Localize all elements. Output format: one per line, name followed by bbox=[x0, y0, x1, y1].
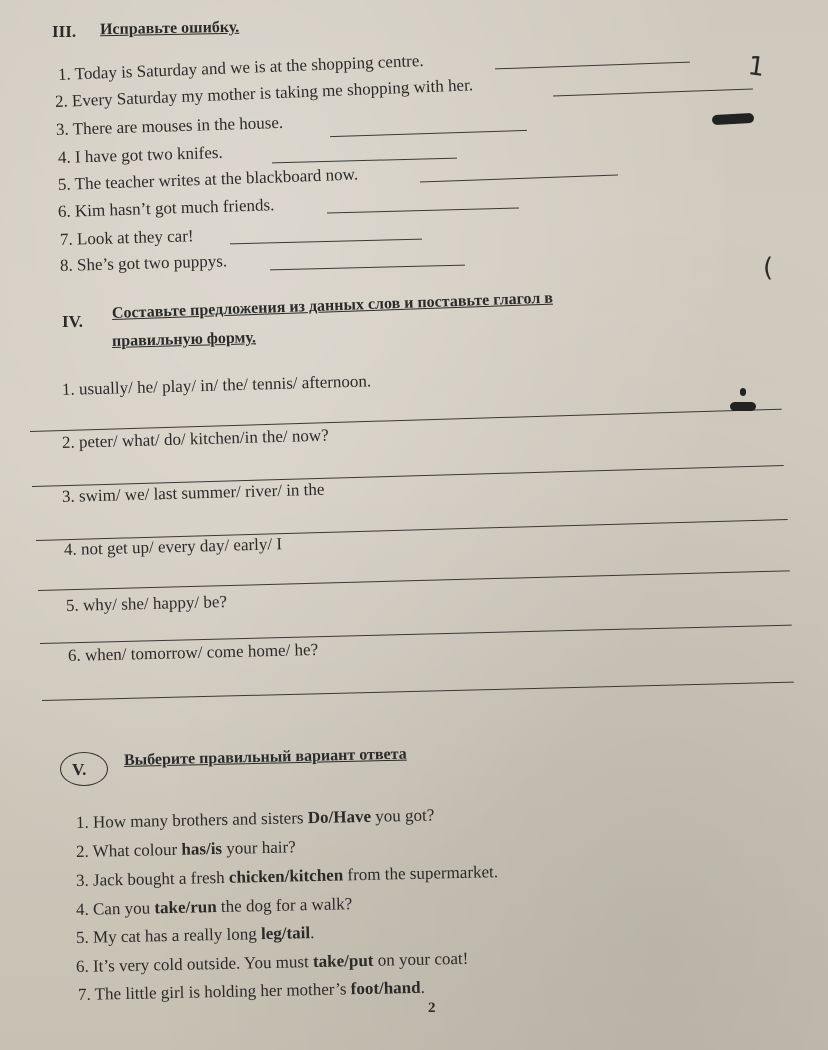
s5-item-5 bbox=[76, 923, 315, 948]
s3-answer-line-2[interactable] bbox=[553, 89, 753, 97]
s4-answer-line-4[interactable] bbox=[38, 570, 790, 591]
section-4-numeral: IV. bbox=[62, 312, 83, 331]
s5-item-text-before: What colour bbox=[92, 839, 182, 861]
page-number: 2 bbox=[428, 1000, 436, 1016]
s3-answer-line-7[interactable] bbox=[230, 239, 422, 245]
s5-item-1 bbox=[76, 805, 435, 833]
s5-item-text-after: on your coat! bbox=[373, 948, 469, 970]
section-4-title-line-1: Составьте предложения из данных слов и поставьте глагол в bbox=[111, 289, 554, 322]
s5-item-text-after: . bbox=[309, 923, 315, 943]
handwritten-mark: ( bbox=[763, 253, 774, 283]
s4-item-3: 3. swim/ we/ last summer/ river/ in the bbox=[61, 479, 325, 506]
s4-item-6: 6. when/ tomorrow/ come home/ he? bbox=[67, 639, 319, 665]
s5-item-number: 6. bbox=[75, 956, 94, 976]
s3-answer-line-8[interactable] bbox=[270, 265, 465, 271]
section-5-numeral: V. bbox=[72, 760, 87, 779]
s3-answer-line-1[interactable] bbox=[495, 62, 690, 70]
s5-item-number: 7. bbox=[77, 984, 95, 1004]
s5-item-number: 2. bbox=[75, 841, 93, 861]
s3-answer-line-3[interactable] bbox=[330, 130, 527, 137]
s5-item-6 bbox=[76, 949, 469, 977]
s3-item-7: 7. Look at they car! bbox=[59, 226, 194, 249]
ink-blot bbox=[730, 402, 756, 411]
s5-item-number: 5. bbox=[75, 927, 94, 947]
s3-item-5: 5. The teacher writes at the blackboard now. bbox=[57, 164, 359, 194]
s3-item-4: 4. I have got two knifes. bbox=[57, 142, 223, 167]
section-4-title-line-2: правильную форму. bbox=[111, 329, 257, 350]
s5-item-text-before: Jack bought a fresh bbox=[92, 867, 230, 890]
s4-item-2: 2. peter/ what/ do/ kitchen/in the/ now? bbox=[61, 425, 329, 452]
s5-item-text-before: The little girl is holding her mother’s bbox=[94, 979, 351, 1004]
s5-item-number: 3. bbox=[75, 870, 94, 890]
s5-choice-option[interactable]: chicken/kitchen bbox=[228, 865, 344, 887]
s5-item-number: 4. bbox=[75, 899, 94, 919]
s5-choice-option[interactable]: Do/Have bbox=[307, 806, 372, 828]
s5-choice-option[interactable]: foot/hand bbox=[350, 977, 421, 999]
s5-choice-option[interactable]: take/run bbox=[154, 897, 217, 918]
s5-item-text-before: It’s very cold outside. You must bbox=[92, 952, 314, 976]
s5-item-number: 1. bbox=[75, 812, 94, 832]
s5-item-text-before: My cat has a really long bbox=[92, 924, 262, 947]
s5-item-text-after: from the supermarket. bbox=[342, 862, 499, 885]
s3-answer-line-5[interactable] bbox=[420, 175, 618, 183]
handwritten-mark: 1 bbox=[745, 50, 767, 84]
s5-choice-option[interactable]: has/is bbox=[181, 838, 223, 859]
s3-answer-line-6[interactable] bbox=[327, 207, 519, 213]
s4-item-1: 1. usually/ he/ play/ in/ the/ tennis/ afternoon. bbox=[61, 371, 372, 399]
section-5-title: Выберите правильный вариант ответа bbox=[123, 745, 407, 769]
s4-item-5: 5. why/ she/ happy/ be? bbox=[65, 592, 228, 615]
s4-answer-line-5[interactable] bbox=[40, 625, 792, 644]
s4-item-4: 4. not get up/ every day/ early/ I bbox=[63, 534, 283, 559]
s4-answer-line-6[interactable] bbox=[42, 682, 794, 701]
s5-choice-option[interactable]: take/put bbox=[312, 950, 374, 972]
s5-item-2 bbox=[76, 837, 296, 862]
s5-item-7 bbox=[78, 978, 425, 1005]
s5-item-text-after: you got? bbox=[370, 805, 435, 826]
s4-answer-line-1[interactable] bbox=[30, 409, 782, 432]
s3-item-2: 2. Every Saturday my mother is taking me shopping with her. bbox=[54, 75, 474, 111]
s5-item-4 bbox=[76, 894, 353, 920]
s5-item-text-after: the dog for a walk? bbox=[216, 894, 353, 917]
s5-item-text-after: your hair? bbox=[221, 837, 296, 858]
s5-choice-option[interactable]: leg/tail bbox=[260, 923, 311, 944]
ink-blot bbox=[712, 113, 754, 125]
s5-item-3 bbox=[76, 862, 498, 891]
ink-blot bbox=[740, 388, 746, 396]
s3-item-3: 3. There are mouses in the house. bbox=[55, 112, 284, 139]
section-3-numeral: III. bbox=[52, 22, 77, 41]
section-3-title: Исправьте ошибку. bbox=[99, 18, 240, 39]
s3-item-1: 1. Today is Saturday and we is at the shopping centre. bbox=[57, 50, 424, 84]
s3-item-6: 6. Kim hasn’t got much friends. bbox=[57, 195, 275, 221]
s3-item-8: 8. She’s got two puppys. bbox=[59, 251, 228, 275]
s3-answer-line-4[interactable] bbox=[272, 158, 457, 164]
s5-item-text-after: . bbox=[420, 977, 426, 997]
s5-item-text-before: How many brothers and sisters bbox=[92, 808, 308, 832]
s5-item-text-before: Can you bbox=[92, 898, 155, 919]
